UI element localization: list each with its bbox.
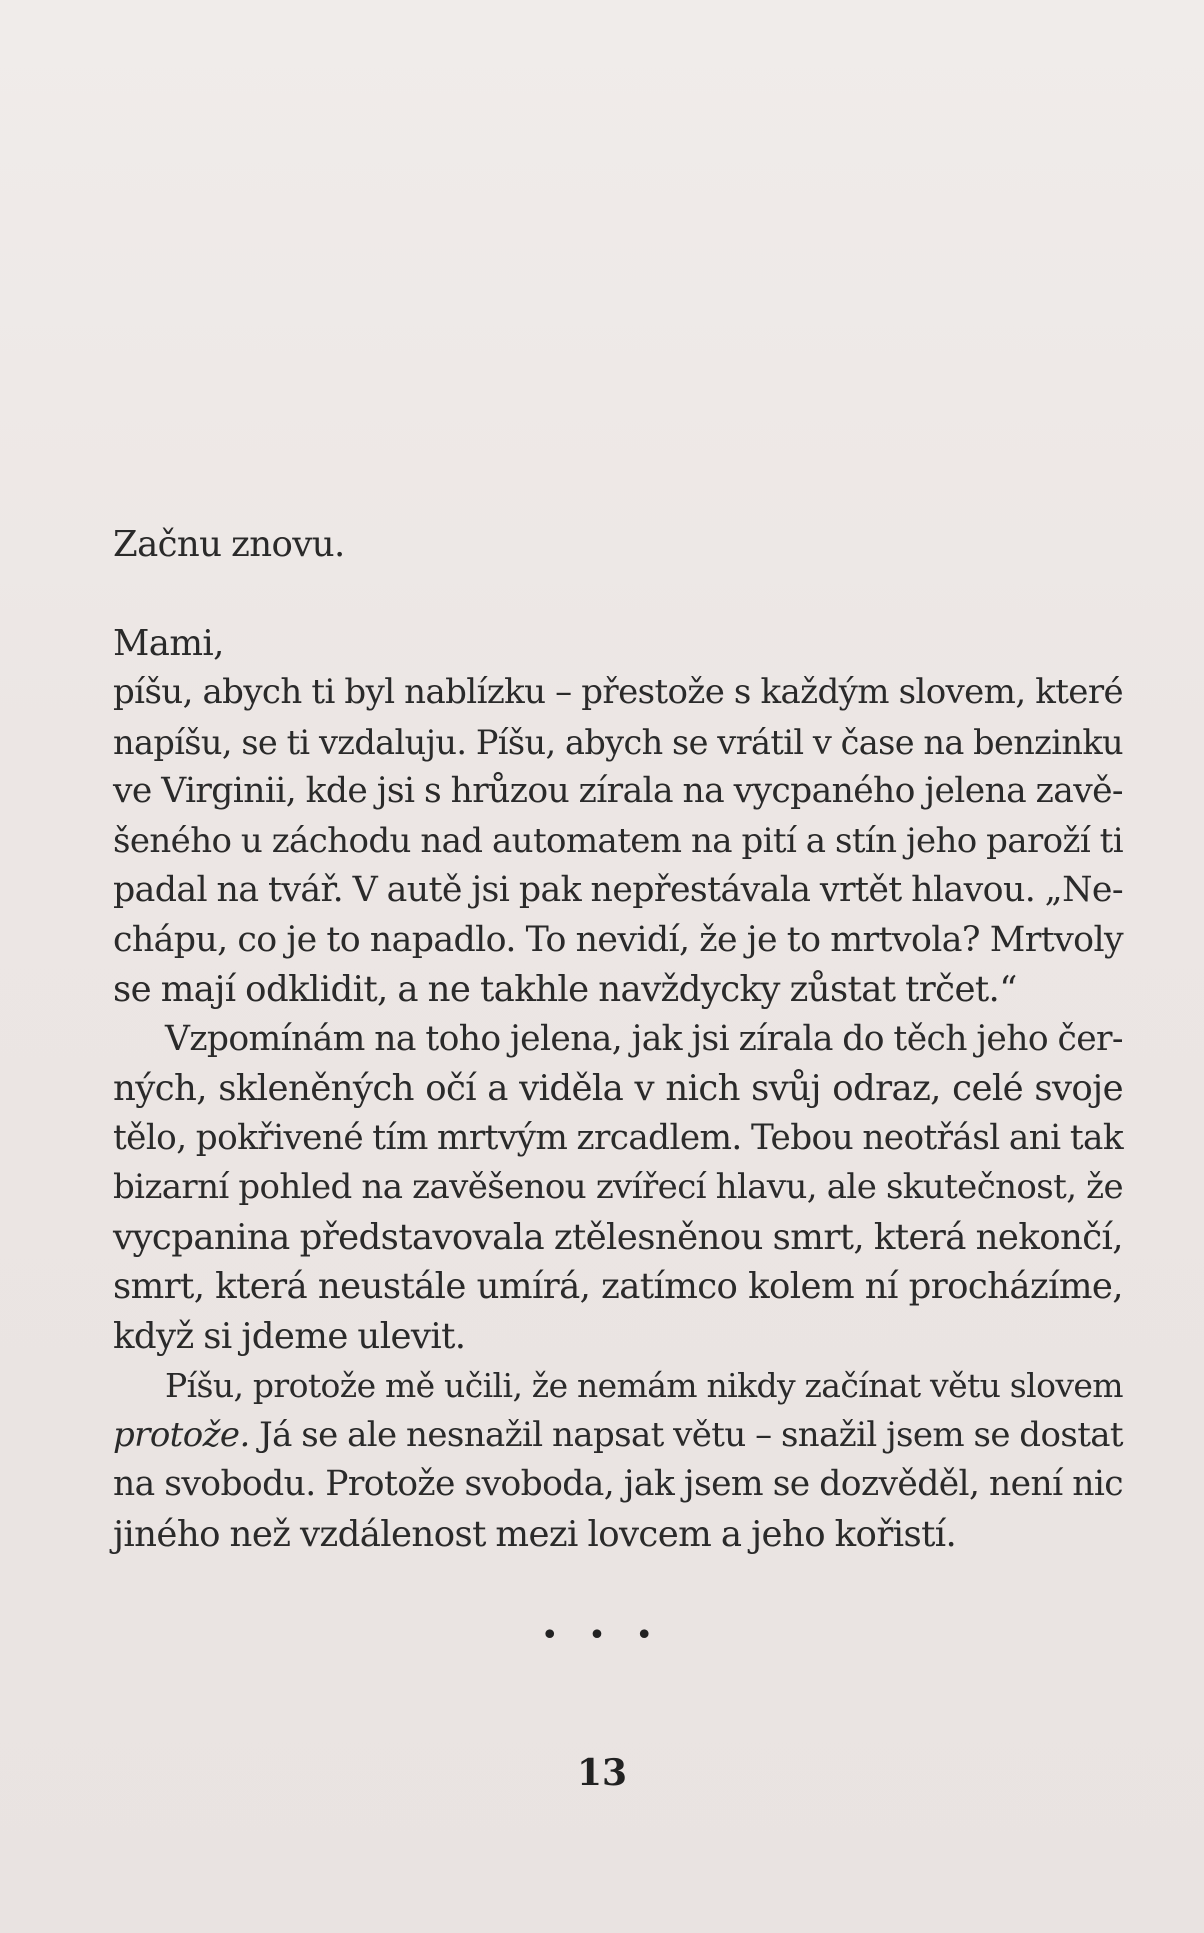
italic-word: protože. [113, 1414, 250, 1455]
text-line: ve Virginii, kde jsi s hrůzou zírala na vycpaného jelena zavě- [113, 771, 1123, 811]
text-line: chápu, co je to napadlo. To nevidí, že je to mrtvola? Mrtvoly [113, 919, 1123, 960]
text-line: napíšu, se ti vzdaluju. Píšu, abych se vrátil v čase na benzinku [113, 722, 1123, 762]
salutation: Mami, [113, 622, 224, 664]
text-fragment: Já se ale nesnažil napsat větu – snažil jsem se dostat [249, 1414, 1123, 1455]
text-line: smrt, která neustále umírá, zatímco kolem ní procházíme, [113, 1266, 1123, 1307]
paragraph-3 [113, 1361, 1123, 1559]
text-line: bizarní pohled na zavěšenou zvířecí hlavu, ale skutečnost, že [113, 1167, 1123, 1207]
text-line [113, 1411, 1123, 1461]
text-line: padal na tvář. V autě jsi pak nepřestávala vrtět hlavou. „Ne- [113, 870, 1123, 910]
paragraph-1 [113, 668, 1123, 1015]
body-text [113, 520, 1123, 1559]
page-number: 13 [576, 1752, 628, 1794]
text-line: Vzpomínám na toho jelena, jak jsi zírala do těch jeho čer- [165, 1018, 1123, 1059]
text-line: na svobodu. Protože svoboda, jak jsem se dozvěděl, není nic [113, 1464, 1123, 1504]
text-line: tělo, pokřivené tím mrtvým zrcadlem. Tebou neotřásl ani tak [113, 1117, 1123, 1158]
text-line: ných, skleněných očí a viděla v nich svůj odraz, celé svoje [113, 1068, 1123, 1109]
paragraph-2 [113, 1015, 1123, 1362]
text-line: se mají odklidit, a ne takhle navždycky zůstat trčet.“ [113, 969, 1017, 1010]
section-separator: • • • [540, 1618, 664, 1653]
text-line: když si jdeme ulevit. [113, 1315, 466, 1357]
opening-line: Začnu znovu. [113, 524, 345, 565]
text-line: vycpanina představovala ztělesněnou smrt, která nekončí, [113, 1216, 1123, 1258]
text-line: jiného než vzdálenost mezi lovcem a jeho kořistí. [113, 1513, 957, 1555]
text-line: píšu, abych ti byl nablízku – přestože s každým slovem, které [113, 672, 1123, 712]
text-line: šeného u záchodu nad automatem na pití a stín jeho paroží ti [113, 820, 1123, 861]
text-line: Píšu, protože mě učili, že nemám nikdy začínat větu slovem [165, 1366, 1123, 1405]
